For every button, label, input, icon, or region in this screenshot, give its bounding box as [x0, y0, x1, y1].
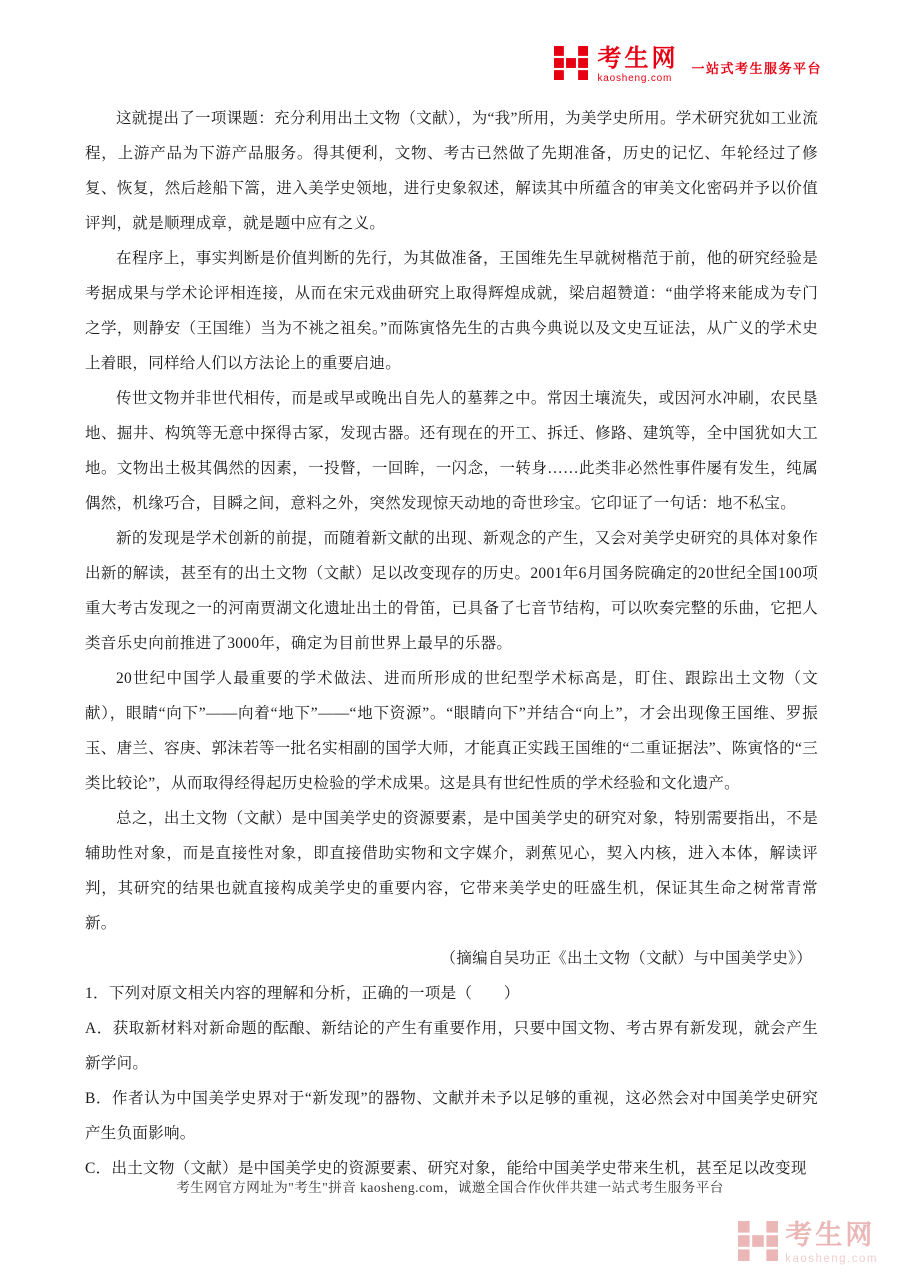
- passage-paragraph: 在程序上，事实判断是价值判断的先行，为其做准备，王国维先生早就树楷范于前，他的研究经验是考据成果与学术论评相连接，从而在宋元戏曲研究上取得辉煌成就，梁启超赞道：“曲学将来能成为专门之学，则静安（王国维）当为不祧之祖矣。”而陈寅恪先生的古典今典说以及文史互证法，从广义的学术史上着眼，同样给人们以方法论上的重要启迪。: [85, 250, 818, 372]
- watermark-name: 考生网: [785, 1220, 876, 1251]
- kaosheng-watermark: [738, 1221, 878, 1265]
- passage-paragraph: 传世文物并非世代相传，而是或早或晚出自先人的墓葬之中。常因土壤流失，或因河水冲刷，农民垦地、掘井、构筑等无意中探得古冢，发现古器。还有现在的开工、拆迁、修路、建筑等，全中国犹如大工地。文物出土极其偶然的因素，一投瞥，一回眸，一闪念，一转身……此类非必然性事件屡有发生，纯属偶然，机缘巧合，目瞬之间，意料之外，突然发现惊天动地的奇世珍宝。它印证了一句话：地不私宝。: [85, 390, 818, 512]
- kaosheng-logo: [554, 46, 822, 84]
- option-text: 出土文物（文献）是中国美学史的资源要素、研究对象，能给中国美学史带来生机，甚至足以改变现: [111, 1160, 807, 1177]
- logo-tagline: 一站式考生服务平台: [691, 61, 822, 77]
- passage-paragraph: 20世纪中国学人最重要的学术做法、进而所形成的世纪型学术标高是，盯住、跟踪出土文物（文献），眼睛“向下”——向着“地下”——“地下资源”。“眼睛向下”并结合“向上”，才会出现像王国维、罗振玉、唐兰、容庚、郭沫若等一批名实相副的国学大师，才能真正实践王国维的“二重证据法”、陈寅恪的“三类比较论”，从而取得经得起历史检验的学术成果。这是具有世纪性质的学术经验和文化遗产。: [85, 670, 818, 792]
- passage-paragraph: 新的发现是学术创新的前提，而随着新文献的出现、新观念的产生，又会对美学史研究的具体对象作出新的解读，甚至有的出土文物（文献）足以改变现存的历史。2001年6月国务院确定的20世纪全国100项重大考古发现之一的河南贾湖文化遗址出土的骨笛，已具备了七音节结构，可以吹奏完整的乐曲，它把人类音乐史向前推进了3000年，确定为目前世界上最早的乐器。: [85, 530, 818, 652]
- question-stem: 1．下列对原文相关内容的理解和分析，正确的一项是（ ）: [85, 985, 520, 1002]
- passage: [85, 101, 818, 941]
- option-text: 获取新材料对新命题的酝酿、新结论的产生有重要作用，只要中国文物、考古界有新发现，就会产生新学问。: [85, 1020, 819, 1072]
- passage-paragraph: 总之，出土文物（文献）是中国美学史的资源要素，是中国美学史的研究对象，特别需要指出，不是辅助性对象，而是直接性对象，即直接借助实物和文字媒介，剥蕉见心，契入内核，进入本体，解读评判，其研究的结果也就直接构成美学史的重要内容，它带来美学史的旺盛生机，保证其生命之树常青常新。: [85, 810, 818, 932]
- option-label: C．: [85, 1160, 112, 1177]
- kaosheng-watermark-icon: [738, 1221, 778, 1261]
- footer-notice: 考生网官方网址为"考生"拼音 kaosheng.com，诚邀全国合作伙伴共建一站式考生服务平台: [176, 1179, 724, 1195]
- option-label: B．: [85, 1090, 112, 1107]
- logo-domain: kaosheng.com: [597, 73, 673, 85]
- source-attribution: （摘编自吴功正《出土文物（文献）与中国美学史》）: [440, 950, 812, 967]
- option-label: A．: [85, 1020, 113, 1037]
- answer-option-b: [85, 1081, 818, 1151]
- watermark-domain: kaosheng.com: [785, 1253, 878, 1265]
- answer-option-a: [85, 1011, 818, 1081]
- document-content: [85, 101, 818, 1186]
- kaosheng-logo-icon: [554, 46, 588, 80]
- logo-name: 考生网: [597, 45, 679, 72]
- passage-paragraph: 这就提出了一项课题：充分利用出土文物（文献），为“我”所用，为美学史所用。学术研究犹如工业流程，上游产品为下游产品服务。得其便利，文物、考古已然做了先期准备，历史的记忆、年轮经过了修复、恢复，然后趁船下篙，进入美学史领地，进行史象叙述，解读其中所蕴含的审美文化密码并予以价值评判，就是顺理成章，就是题中应有之义。: [85, 110, 818, 232]
- option-text: 作者认为中国美学史界对于“新发现”的器物、文献并未予以足够的重视，这必然会对中国美学史研究产生负面影响。: [85, 1090, 818, 1142]
- answer-options: [85, 1011, 818, 1186]
